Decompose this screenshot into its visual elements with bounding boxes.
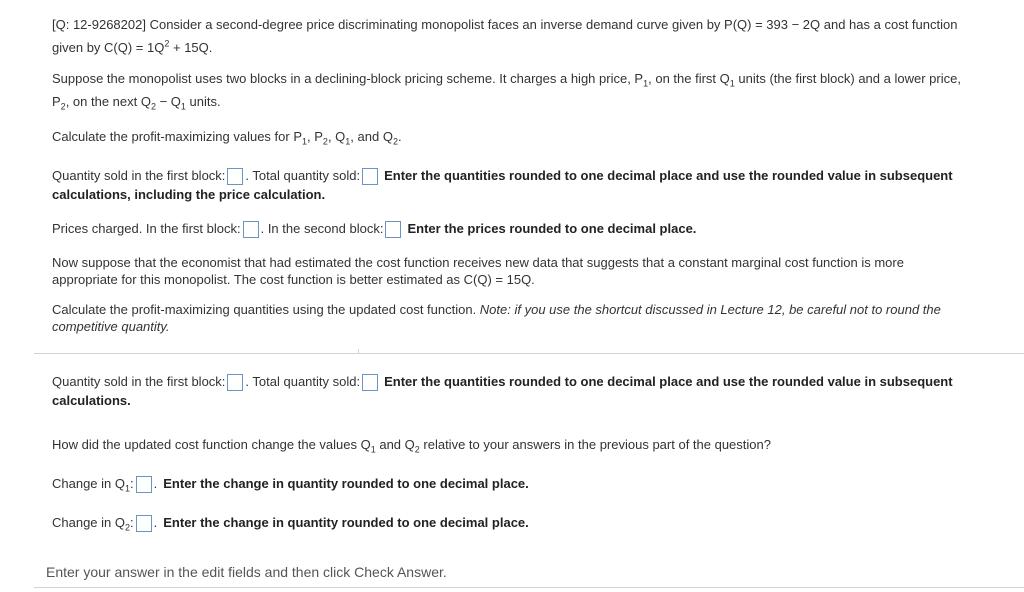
subscript: 2 <box>125 522 131 533</box>
subscript: 1 <box>370 444 376 455</box>
subscript: 1 <box>302 136 308 147</box>
calculate-instruction <box>52 129 402 145</box>
pricing-scheme-line2 <box>52 94 221 110</box>
subscript: 1 <box>643 78 649 89</box>
change-question-text: How did the updated cost function change the values Q <box>52 437 371 452</box>
scheme-text: units (the first block) and a lower price, <box>734 71 961 86</box>
subscript: 2 <box>322 136 328 147</box>
change-q1-row: Change in $Q_1$: . Enter the change in quantity rounded to one decimal place. <box>52 476 529 494</box>
update-calc-line1 <box>52 302 941 318</box>
change-q2-input[interactable] <box>136 515 152 532</box>
scheme-text: P <box>52 94 61 109</box>
scheme-text: units. <box>185 94 221 109</box>
total-quantity-input[interactable] <box>362 168 378 185</box>
calc-text: Calculate the profit-maximizing values for P <box>52 129 302 144</box>
change-question-text: and Q <box>375 437 415 452</box>
subscript: 1 <box>180 101 186 112</box>
subscript: 2 <box>414 444 420 455</box>
question-statement-line1 <box>52 17 957 33</box>
part1-price-row <box>52 221 696 238</box>
subscript: 1 <box>729 78 735 89</box>
part2-quantity-row <box>52 374 953 391</box>
question-header-text: [Q: 12-9268202] Consider a second-degree price discriminating monopolist faces an inverse demand curve given by P(Q) = 393 − 2Q and has a cost function <box>52 17 958 32</box>
change-question <box>52 437 771 453</box>
calc-text: . <box>397 129 402 144</box>
second-block-price-label: . In the second block: <box>260 221 384 236</box>
update-note: Note: if you use the shortcut discussed in Lecture 12, be careful not to round the <box>479 302 941 317</box>
update-line1 <box>52 255 904 271</box>
change-q2-instruction: Enter the change in quantity rounded to one decimal place. <box>163 515 529 530</box>
scheme-text: , on the first Q <box>648 71 730 86</box>
second-block-price-input[interactable] <box>385 221 401 238</box>
update-calc-line2 <box>52 319 170 335</box>
update-text: Now suppose that the economist that had estimated the cost function receives new data that suggests that a constant marginal cost function is more <box>52 255 904 270</box>
exponent: 2 <box>164 38 170 49</box>
subscript: 2 <box>60 101 66 112</box>
updated-total-quantity-input[interactable] <box>362 374 378 391</box>
first-block-price-label: Prices charged. In the first block: <box>52 221 241 236</box>
cost-function-text: given by C(Q) = 1Q <box>52 40 165 55</box>
cost-function-text-end: + 15Q. <box>169 40 213 55</box>
subscript: 2 <box>150 101 156 112</box>
update-note-cont: competitive quantity. <box>52 319 170 334</box>
first-block-quantity-input[interactable] <box>227 168 243 185</box>
first-block-price-input[interactable] <box>243 221 259 238</box>
change-q1-label: Change in Q <box>52 476 125 491</box>
first-block-quantity-label: Quantity sold in the first block: <box>52 168 226 183</box>
updated-total-quantity-label: . Total quantity sold: <box>245 374 361 389</box>
scheme-text: − Q <box>155 94 181 109</box>
scheme-text: Suppose the monopolist uses two blocks in a declining-block pricing scheme. It charges a high price, P <box>52 71 644 86</box>
change-q2-colon: : <box>130 515 134 530</box>
quantity-rounding-instruction: Enter the quantities rounded to one decimal place and use the rounded value in subsequent <box>384 168 953 183</box>
change-q1-instruction: Enter the change in quantity rounded to one decimal place. <box>163 476 529 491</box>
updated-quantity-rounding-instruction-cont: calculations. <box>52 393 131 408</box>
scheme-text: , on the next Q <box>65 94 151 109</box>
part1-quantity-instruction-cont <box>52 187 325 203</box>
divider-tick <box>358 349 359 353</box>
subscript: 2 <box>392 136 398 147</box>
update-line2 <box>52 272 535 288</box>
footer-instruction: Enter your answer in the edit fields and then click Check Answer. <box>46 564 447 580</box>
part1-quantity-row <box>52 168 953 185</box>
pricing-scheme-line1 <box>52 71 961 87</box>
change-q2-label: Change in Q <box>52 515 125 530</box>
updated-first-block-quantity-label: Quantity sold in the first block: <box>52 374 226 389</box>
updated-quantity-rounding-instruction: Enter the quantities rounded to one decimal place and use the rounded value in subsequent <box>384 374 953 389</box>
part2-quantity-instruction-cont <box>52 393 131 409</box>
quantity-rounding-instruction-cont: calculations, including the price calculation. <box>52 187 326 202</box>
calc-text: , and Q <box>350 129 393 144</box>
change-q1-input[interactable] <box>136 476 152 493</box>
subscript: 1 <box>125 483 131 494</box>
price-rounding-instruction: Enter the prices rounded to one decimal place. <box>407 221 697 236</box>
calc-text: , Q <box>327 129 346 144</box>
updated-first-block-quantity-input[interactable] <box>227 374 243 391</box>
section-divider <box>34 353 1024 354</box>
question-statement-line2 <box>52 40 212 56</box>
change-q1-colon: : <box>130 476 134 491</box>
total-quantity-label: . Total quantity sold: <box>245 168 361 183</box>
update-calc-text: Calculate the profit-maximizing quantities using the updated cost function. <box>52 302 480 317</box>
subscript: 1 <box>345 136 351 147</box>
change-question-text: relative to your answers in the previous part of the question? <box>419 437 771 452</box>
footer-bar <box>34 561 1024 588</box>
update-text: appropriate for this monopolist. The cost function is better estimated as C(Q) = 15Q. <box>52 272 535 287</box>
calc-text: , P <box>307 129 323 144</box>
change-q2-row: Change in $Q_2$: . Enter the change in quantity rounded to one decimal place. <box>52 515 529 533</box>
